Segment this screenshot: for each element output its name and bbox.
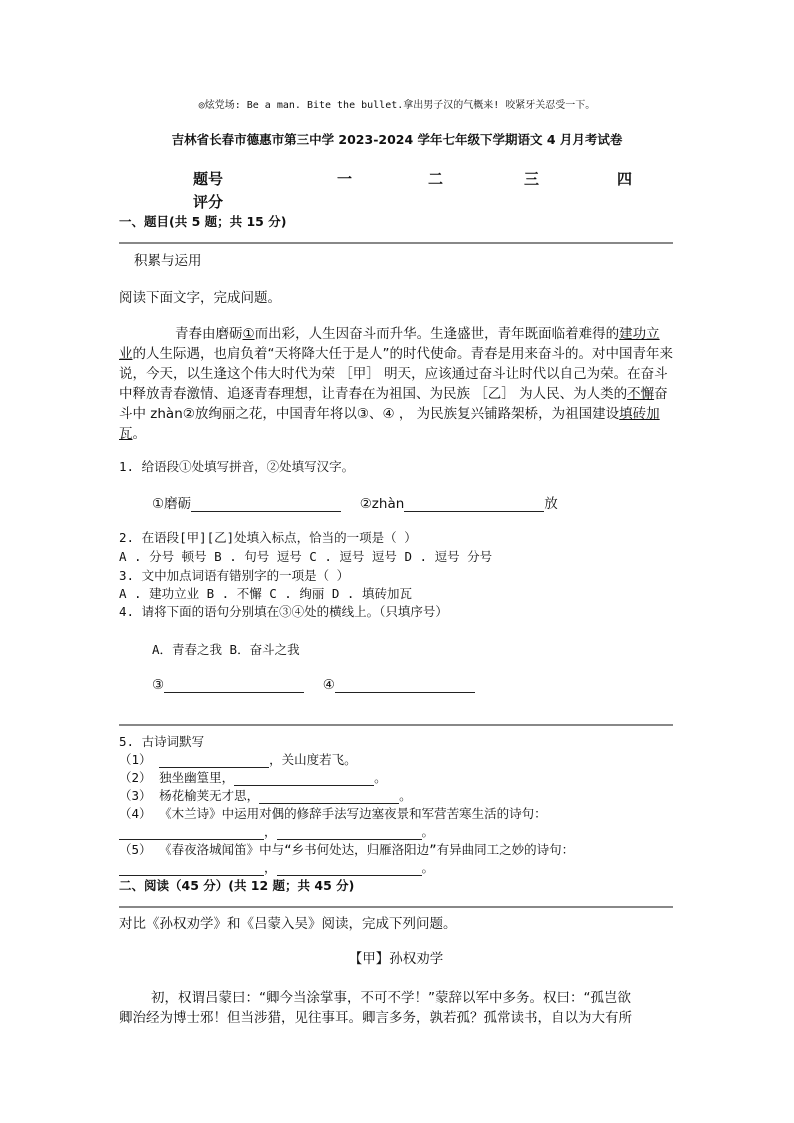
score-table-col-1: 一 [337, 170, 353, 188]
q5-line-5: （5） 《春夜洛城闻笛》中与“乡书何处达，归雁洛阳边”有异曲同工之妙的诗句： [119, 842, 575, 857]
question-3: 3. 文中加点词语有错别字的一项是（ ） [119, 568, 350, 583]
q5-line-5-answers: ， 。 [119, 858, 434, 876]
q1-blank-1[interactable] [191, 497, 341, 512]
q5-blank-5a[interactable] [119, 861, 264, 876]
passage-title: 【甲】孙权劝学 [348, 951, 444, 967]
q5-blank-4b[interactable] [277, 825, 422, 840]
q5-line-4-answers: ， 。 [119, 822, 434, 840]
q5-blank-2[interactable] [234, 771, 374, 786]
question-2-options[interactable]: A . 分号 顿号 B . 句号 逗号 C . 逗号 逗号 D . 逗号 分号 [119, 549, 493, 564]
section2-instruction: 对比《孙权劝学》和《吕蒙入吴》阅读，完成下列问题。 [119, 916, 457, 932]
section1-instruction: 阅读下面文字，完成问题。 [119, 290, 281, 306]
question-4-options: A．青春之我 B．奋斗之我 [152, 642, 300, 657]
q5-line-1: （1） ，关山度若飞。 [119, 752, 357, 767]
q1-answer-row: ①磨砺 ②zhàn 放 [152, 496, 558, 512]
q5-blank-1[interactable] [159, 753, 269, 768]
question-1: 1. 给语段①处填写拼音，②处填写汉字。 [119, 459, 355, 474]
q5-line-4: （4） 《木兰诗》中运用对偶的修辞手法写边塞夜景和军营苦寒生活的诗句： [119, 806, 547, 821]
q1-blank-2[interactable] [404, 497, 544, 512]
score-table-row-label-number: 题号 [193, 170, 224, 188]
section1-heading: 一、题目(共 5 题；共 15 分) [119, 214, 287, 229]
score-table-col-3: 三 [524, 170, 540, 188]
question-5: 5. 古诗词默写 [119, 734, 205, 749]
question-2: 2. 在语段[甲][乙]处填入标点，恰当的一项是（ ） [119, 530, 417, 545]
passage-line-1: 初，权谓吕蒙曰：“卿今当涂掌事，不可不学！”蒙辞以军中多务。权曰：“孤岂欲 [151, 990, 631, 1006]
q5-blank-3[interactable] [259, 789, 399, 804]
q5-line-2: （2） 独坐幽篁里， 。 [119, 770, 387, 785]
q4-blank-3[interactable] [164, 678, 304, 693]
score-table-col-2: 二 [428, 170, 444, 188]
score-table-row-label-score: 评分 [193, 193, 224, 211]
motto-banner: ◎炫党场: Be a man. Bite the bullet.拿出男子汉的气概来! 咬紧牙关忍受一下。 [198, 100, 596, 111]
divider [119, 242, 673, 244]
section1-subheading: 积累与运用 [134, 253, 202, 269]
section2-heading: 二、阅读（45 分）(共 12 题；共 45 分) [119, 878, 355, 893]
passage-line-2: 卿治经为博士邪！但当涉猎，见往事耳。卿言多务，孰若孤？孤常读书，自以为大有所 [119, 1010, 632, 1026]
divider [119, 906, 673, 908]
q5-line-3: （3） 杨花榆荚无才思， 。 [119, 788, 412, 803]
score-table-col-4: 四 [617, 170, 633, 188]
passage-paragraph: 青春由磨砺①而出彩，人生因奋斗而升华。生逢盛世，青年既面临着难得的建功立业的人生际遇，也肩负着“天将降大任于是人”的时代使命。青春是用来奋斗的。对中国青年来说，今天，以生逢这个伟大时代为荣 ［甲］ 明天，应该通过奋斗让时代以自己为荣。在奋斗中释放青春激情、追逐青春理想，让青春在为祖国、为民族 ［乙］ 为人民、为人类的不懈奋斗中 zhàn②放绚丽之花，中国青年将以③、④ ， 为民族复兴铺路架桥，为祖国建设填砖加瓦。 [119, 326, 673, 442]
divider [119, 724, 673, 726]
question-3-options[interactable]: A . 建功立业 B . 不懈 C . 绚丽 D . 填砖加瓦 [119, 586, 412, 601]
q4-answer-row: ③ ④ [152, 677, 475, 693]
question-4: 4. 请将下面的语句分别填在③④处的横线上。（只填序号） [119, 604, 448, 619]
q5-blank-4a[interactable] [119, 825, 264, 840]
q5-blank-5b[interactable] [277, 861, 422, 876]
q4-blank-4[interactable] [335, 678, 475, 693]
exam-title: 吉林省长春市德惠市第三中学 2023-2024 学年七年级下学期语文 4 月月考试卷 [171, 132, 623, 147]
